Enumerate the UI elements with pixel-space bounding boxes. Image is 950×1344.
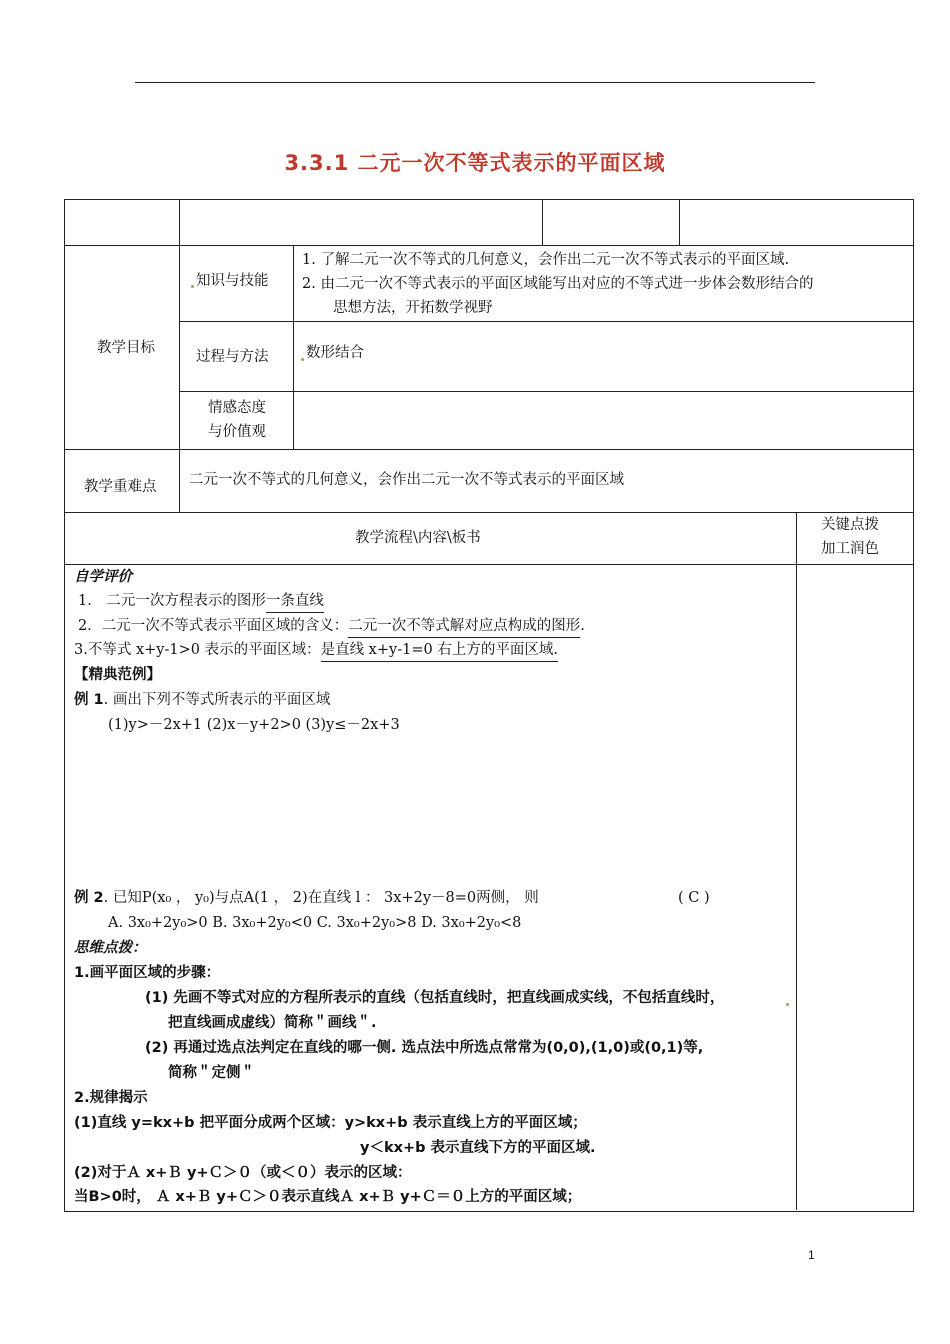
ex1-label: 例 1 bbox=[74, 692, 104, 708]
flow-header: 教学流程\内容\板书 bbox=[355, 530, 481, 546]
thinking-step-1: 1.画平面区域的步骤： bbox=[74, 965, 221, 981]
row-divider bbox=[64, 564, 913, 565]
row-divider bbox=[64, 512, 913, 513]
ex1-text: . 画出下列不等式所表示的平面区域 bbox=[103, 692, 331, 708]
knowledge-item-2: 2. 由二元一次不等式表示的平面区域能写出对应的不等式进一步体会数形结合的 bbox=[302, 276, 814, 292]
side-header-2: 加工润色 bbox=[821, 541, 879, 557]
thinking-step-2c: (2)对于Ａ x+Ｂ y+Ｃ＞０（或＜０）表示的区域： bbox=[74, 1165, 412, 1181]
thinking-step-2d: 当B>0时， Ａ x+Ｂ y+Ｃ＞０表示直线Ａ x+Ｂ y+Ｃ＝０上方的平面区域； bbox=[74, 1189, 582, 1205]
q1-answer: 一条直线 bbox=[266, 590, 324, 613]
mark-dot bbox=[191, 285, 194, 288]
col-divider bbox=[293, 245, 294, 449]
self-eval-q2 bbox=[78, 615, 585, 638]
thinking-step-2: 2.规律揭示 bbox=[74, 1090, 148, 1106]
page-number: 1 bbox=[808, 1248, 815, 1262]
knowledge-item-1: 1. 了解二元一次不等式的几何意义，会作出二元一次不等式表示的平面区域. bbox=[302, 252, 790, 268]
mark-dot bbox=[301, 358, 304, 361]
emotion-label-2: 与价值观 bbox=[208, 424, 266, 440]
goals-label: 教学目标 bbox=[97, 340, 155, 356]
row-divider bbox=[64, 245, 913, 246]
thinking-step-1b: 把直线画成虚线）简称＂画线＂. bbox=[168, 1015, 377, 1031]
examples-heading: 【精典范例】 bbox=[74, 667, 161, 683]
row-divider bbox=[64, 449, 913, 450]
thinking-step-1a: (1) 先画不等式对应的方程所表示的直线（包括直线时，把直线画成实线，不包括直线时， bbox=[145, 990, 725, 1006]
col-divider bbox=[796, 512, 797, 1210]
q1-text: 1． 二元一次方程表示的图形 bbox=[78, 593, 266, 609]
emotion-label-1: 情感态度 bbox=[208, 400, 266, 416]
example-2-answer: ( C ) bbox=[678, 890, 710, 906]
ex2-text: . 已知P(x₀ ， y₀)与点A(1 ， 2)在直线 l ： 3x+2y－8=0两侧， 则 bbox=[103, 890, 539, 906]
q3-text: 3.不等式 x+y-1>0 表示的平面区域： bbox=[74, 642, 321, 658]
knowledge-item-3: 思想方法，开拓数学视野 bbox=[333, 300, 493, 316]
example-2 bbox=[74, 887, 539, 909]
thinking-step-2a: (1)直线 y=kx+b 把平面分成两个区域：y>kx+b 表示直线上方的平面区域； bbox=[74, 1115, 587, 1131]
example-1-items: (1)y>－2x+1 (2)x－y+2>0 (3)y≤－2x+3 bbox=[108, 717, 400, 733]
thinking-heading: 思维点拨： bbox=[74, 940, 147, 956]
q2-text: 2．二元一次不等式表示平面区域的含义： bbox=[78, 618, 349, 634]
self-eval-heading: 自学评价 bbox=[74, 569, 132, 585]
key-label: 教学重难点 bbox=[84, 479, 157, 495]
process-text: 数形结合 bbox=[306, 345, 364, 361]
thinking-step-1c: (2) 再通过选点法判定在直线的哪一侧. 选点法中所选点常常为(0,0),(1,0)或(0,1)等, bbox=[145, 1040, 704, 1056]
mark-dot bbox=[786, 1003, 789, 1006]
col-divider bbox=[179, 199, 180, 512]
thinking-step-1d: 简称＂定侧＂ bbox=[168, 1065, 255, 1081]
process-label: 过程与方法 bbox=[196, 349, 269, 365]
q2-answer: 二元一次不等式解对应点构成的图形 bbox=[348, 615, 580, 638]
col-divider bbox=[679, 199, 680, 245]
thinking-step-2b: y＜kx+b 表示直线下方的平面区域. bbox=[360, 1140, 596, 1156]
knowledge-label: 知识与技能 bbox=[196, 273, 269, 289]
col-divider bbox=[542, 199, 543, 245]
q2-end: . bbox=[580, 618, 585, 634]
key-text: 二元一次不等式的几何意义，会作出二元一次不等式表示的平面区域 bbox=[189, 472, 624, 488]
header-rule bbox=[135, 82, 815, 83]
self-eval-q1 bbox=[78, 590, 324, 613]
page-title: 3.3.1 二元一次不等式表示的平面区域 bbox=[284, 151, 666, 175]
row-divider bbox=[179, 391, 913, 392]
self-eval-q3 bbox=[74, 639, 558, 662]
side-header-1: 关键点拨 bbox=[821, 517, 879, 533]
example-1 bbox=[74, 689, 330, 711]
example-2-options: A. 3x₀+2y₀>0 B. 3x₀+2y₀<0 C. 3x₀+2y₀>8 D. 3x₀+2y₀<8 bbox=[108, 915, 522, 931]
ex2-label: 例 2 bbox=[74, 890, 104, 906]
q3-answer: 是直线 x+y-1=0 右上方的平面区域. bbox=[321, 639, 558, 662]
row-divider bbox=[179, 321, 913, 322]
